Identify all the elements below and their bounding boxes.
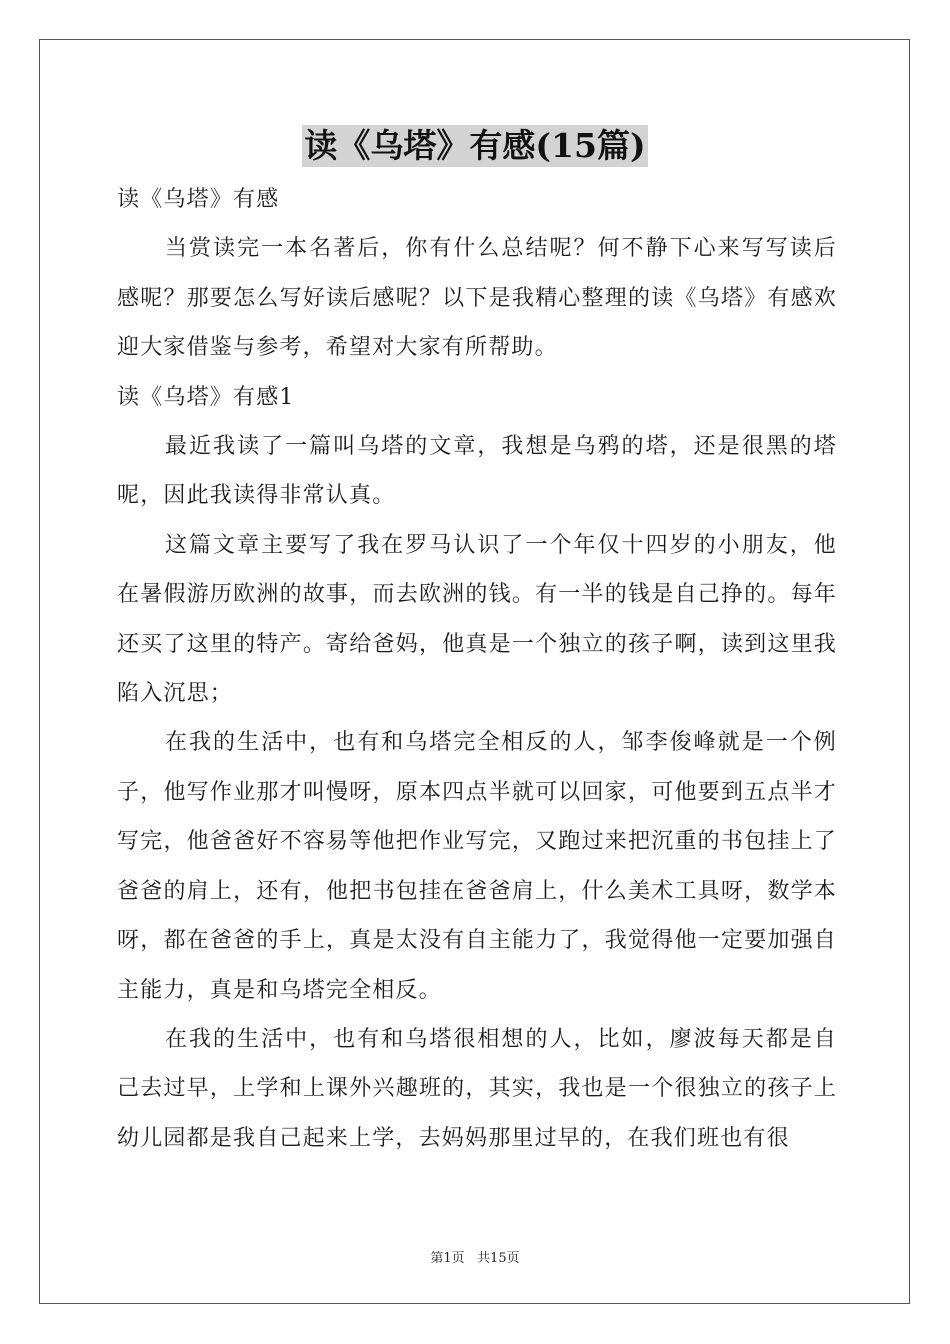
- section-heading: 读《乌塔》有感1: [117, 384, 295, 410]
- document-title-container: [0, 125, 950, 167]
- body-paragraph: 这篇文章主要写了我在罗马认识了一个年仅十四岁的小朋友，他在暑假游历欧洲的故事，而去欧洲的钱。有一半的钱是自己挣的。每年还买了这里的特产。寄给爸妈，他真是一个独立的孩子啊，读到这里我陷入沉思；: [117, 532, 837, 707]
- document-title: 读《乌塔》有感(15篇): [304, 126, 646, 165]
- body-paragraph: 在我的生活中，也有和乌塔完全相反的人，邹李俊峰就是一个例子，他写作业那才叫慢呀，原本四点半就可以回家，可他要到五点半才写完，他爸爸好不容易等他把作业写完，又跑过来把沉重的书包挂上了爸爸的肩上，还有，他把书包挂在爸爸肩上，什么美术工具呀，数学本呀，都在爸爸的手上，真是太没有自主能力了，我觉得他一定要加强自主能力，真是和乌塔完全相反。: [117, 730, 837, 1003]
- body-paragraph: 当赏读完一本名著后，你有什么总结呢？何不静下心来写写读后感呢？那要怎么写好读后感呢？以下是我精心整理的读《乌塔》有感欢迎大家借鉴与参考，希望对大家有所帮助。: [117, 236, 837, 361]
- section-heading: 读《乌塔》有感: [117, 187, 280, 212]
- document-body: [117, 175, 837, 1163]
- body-paragraph: 最近我读了一篇叫乌塔的文章，我想是乌鸦的塔，还是很黑的塔呢，因此我读得非常认真。: [117, 434, 837, 509]
- page-number: 第1页 共15页: [430, 1251, 520, 1266]
- body-paragraph: 在我的生活中，也有和乌塔很相想的人，比如，廖波每天都是自己去过早，上学和上课外兴趣班的，其实，我也是一个很独立的孩子上幼儿园都是我自己起来上学，去妈妈那里过早的，在我们班也有很: [117, 1026, 837, 1151]
- page-footer: [0, 1247, 950, 1266]
